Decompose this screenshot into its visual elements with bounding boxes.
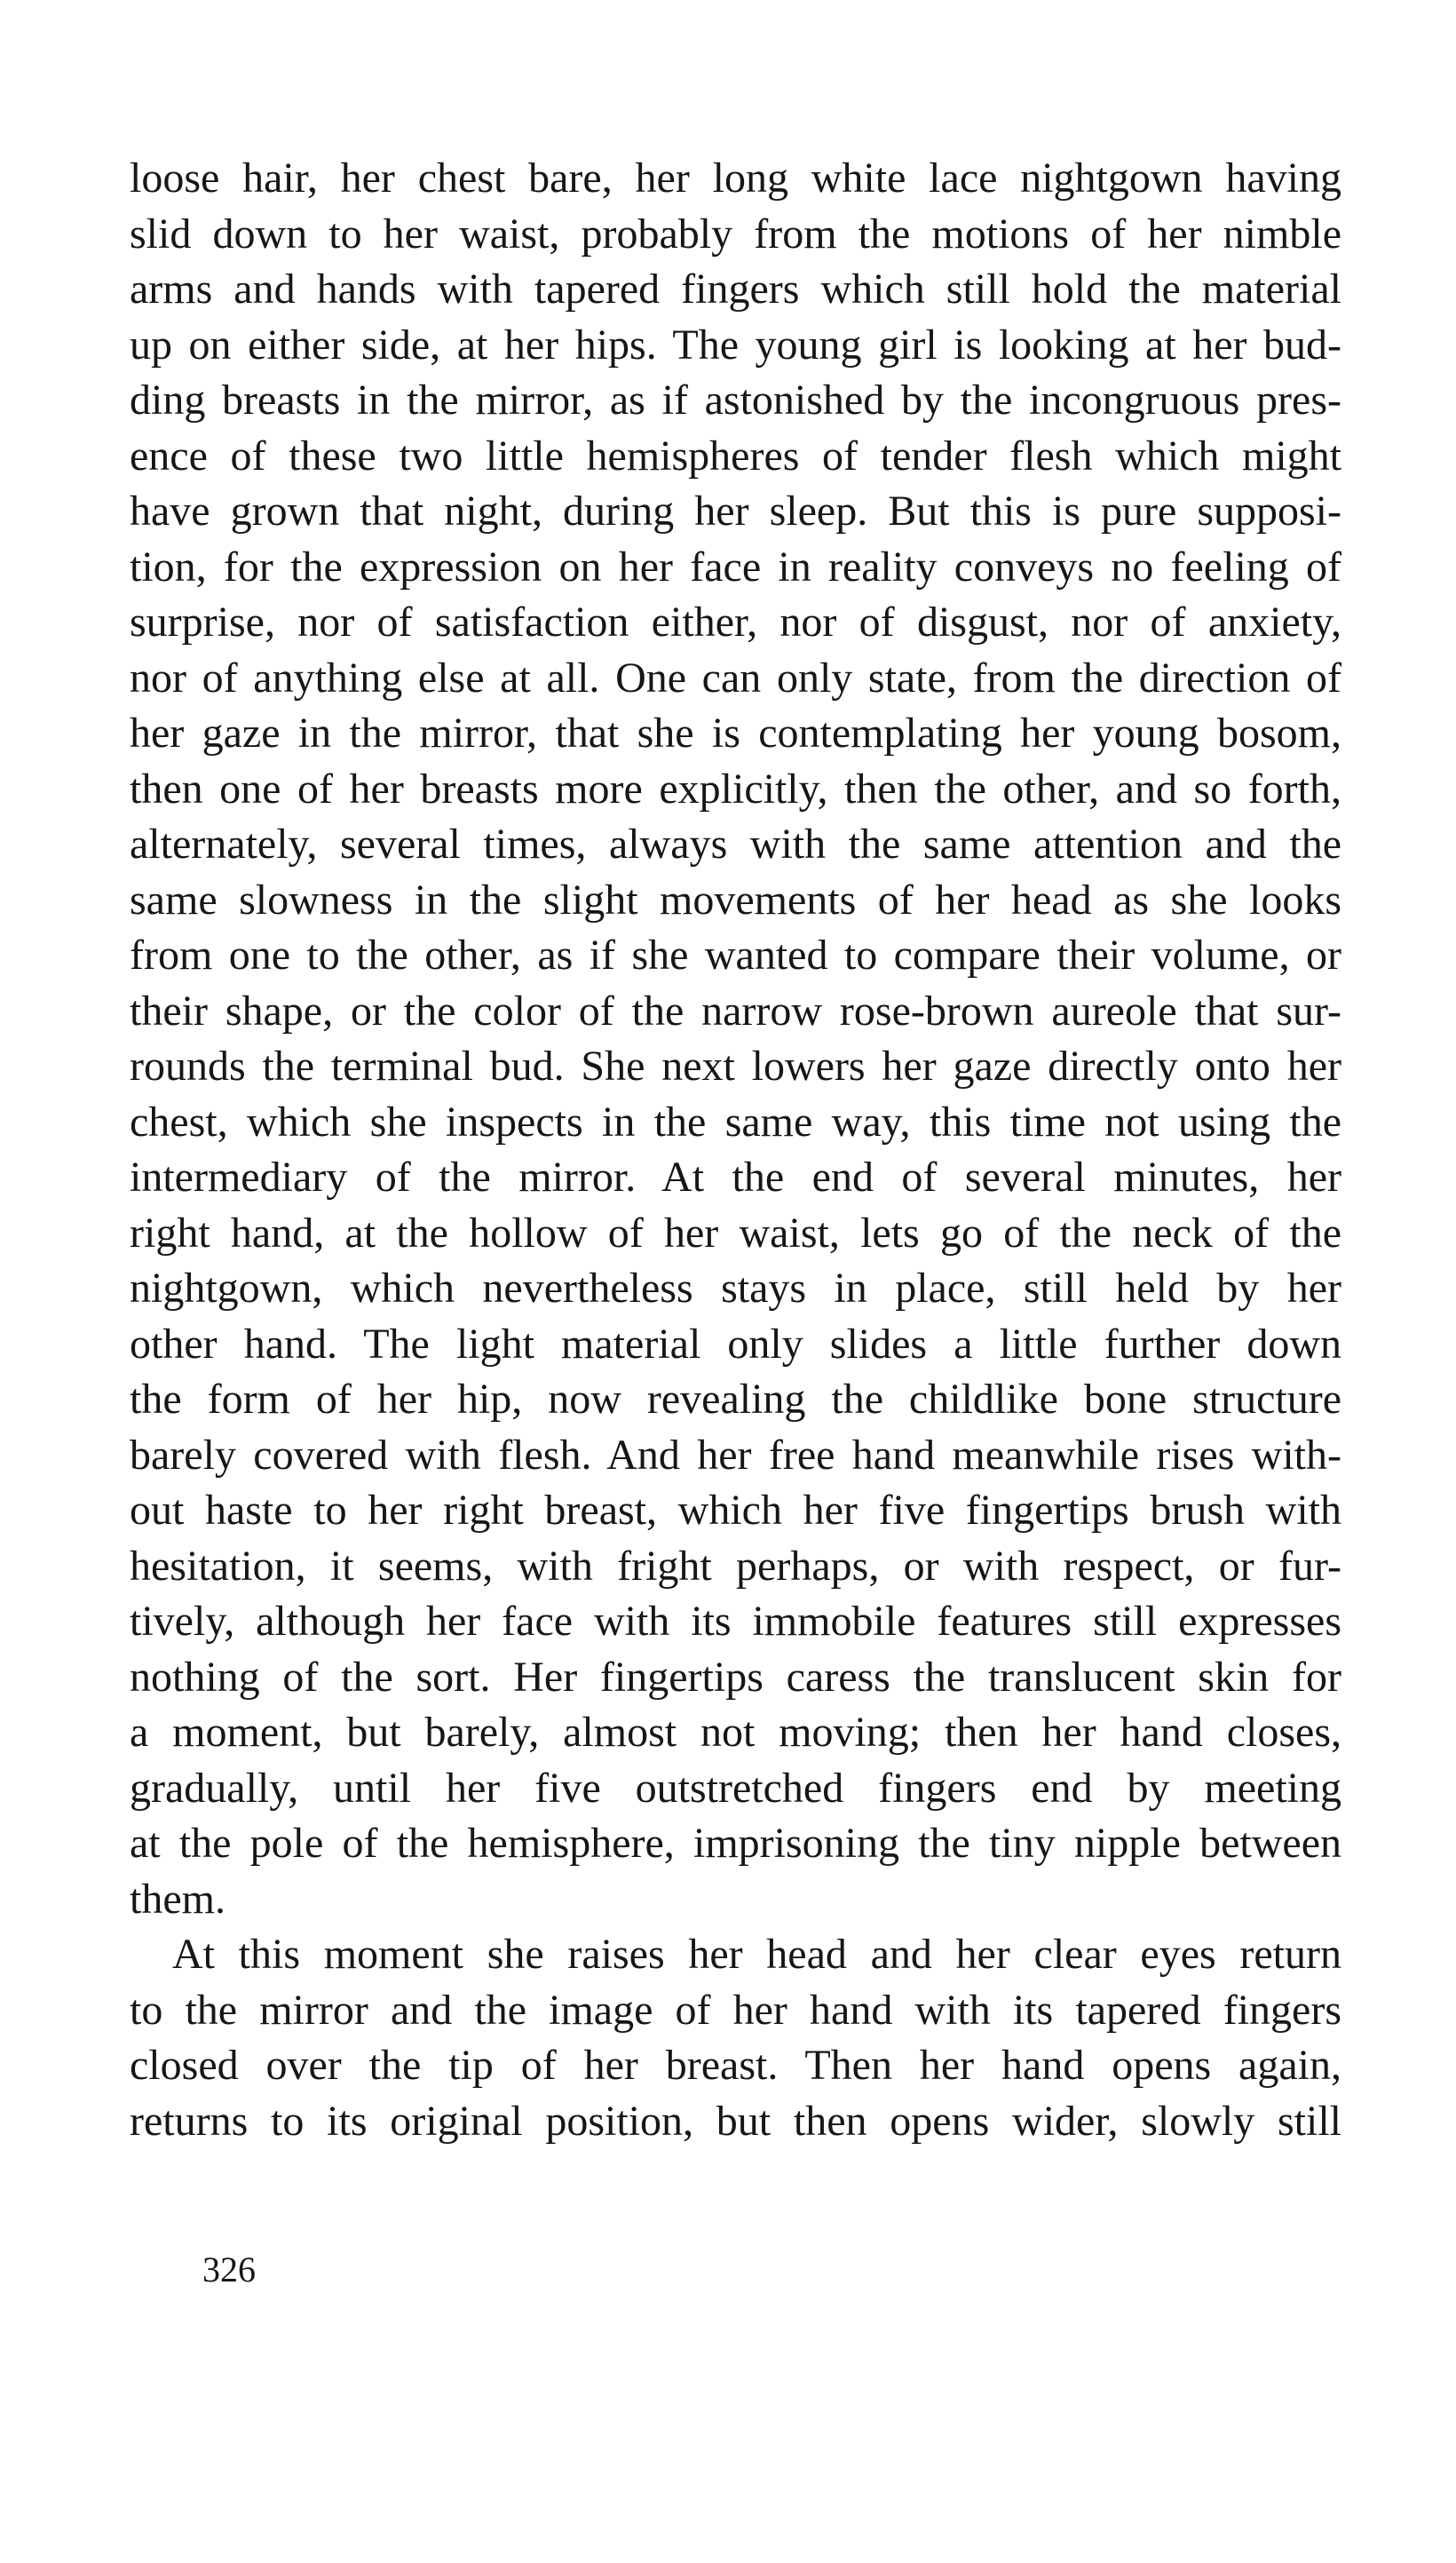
- text-line: hesitation, it seems, with fright perhaps, or with respect, or fur-: [130, 1542, 1341, 1590]
- text-line: her gaze in the mirror, that she is contemplating her young bosom,: [130, 710, 1341, 757]
- text-line: barely covered with flesh. And her free hand meanwhile rises with-: [130, 1431, 1341, 1479]
- text-line: At this moment she raises her head and her clear eyes return: [172, 1931, 1341, 1978]
- text-line: a moment, but barely, almost not moving; then her hand closes,: [130, 1709, 1341, 1756]
- text-line: nightgown, which nevertheless stays in place, still held by her: [130, 1265, 1341, 1312]
- text-line: same slowness in the slight movements of her head as she looks: [130, 876, 1341, 924]
- text-line: their shape, or the color of the narrow rose-brown aureole that sur-: [130, 987, 1341, 1035]
- text-line: the form of her hip, now revealing the childlike bone structure: [130, 1376, 1341, 1423]
- text-line: nor of anything else at all. One can only state, from the direction of: [130, 654, 1341, 702]
- text-line: other hand. The light material only slides a little further down: [130, 1320, 1341, 1368]
- text-line: them.: [130, 1875, 226, 1923]
- text-line: up on either side, at her hips. The young girl is looking at her bud-: [130, 321, 1341, 369]
- text-line: out haste to her right breast, which her five fingertips brush with: [130, 1487, 1341, 1534]
- text-line: tively, although her face with its immobile features still expresses: [130, 1598, 1341, 1645]
- text-line: gradually, until her five outstretched fingers end by meeting: [130, 1764, 1341, 1812]
- text-line: nothing of the sort. Her fingertips caress the translucent skin for: [130, 1653, 1341, 1701]
- text-line: at the pole of the hemisphere, imprisoning the tiny nipple between: [130, 1820, 1341, 1867]
- text-line: tion, for the expression on her face in reality conveys no feeling of: [130, 543, 1341, 591]
- text-line: slid down to her waist, probably from the motions of her nimble: [130, 210, 1341, 258]
- text-line: closed over the tip of her breast. Then her hand opens again,: [130, 2042, 1341, 2089]
- text-line: have grown that night, during her sleep. But this is pure supposi-: [130, 488, 1341, 535]
- text-line: from one to the other, as if she wanted to compare their volume, or: [130, 932, 1341, 979]
- paragraph: [130, 1927, 1341, 2149]
- text-line: intermediary of the mirror. At the end of several minutes, her: [130, 1154, 1341, 1201]
- text-line: loose hair, her chest bare, her long white lace nightgown having: [130, 155, 1341, 202]
- text-line: right hand, at the hollow of her waist, lets go of the neck of the: [130, 1209, 1341, 1257]
- text-line: alternately, several times, always with the same attention and the: [130, 821, 1341, 868]
- text-line: then one of her breasts more explicitly, then the other, and so forth,: [130, 765, 1341, 813]
- text-line: chest, which she inspects in the same way, this time not using the: [130, 1098, 1341, 1146]
- text-line: to the mirror and the image of her hand with its tapered fingers: [130, 1986, 1341, 2034]
- text-line: rounds the terminal bud. She next lowers her gaze directly onto her: [130, 1043, 1341, 1090]
- text-line: surprise, nor of satisfaction either, nor of disgust, nor of anxiety,: [130, 599, 1341, 646]
- book-page-text: [130, 151, 1341, 2149]
- page-number: 326: [202, 2250, 256, 2289]
- text-line: ence of these two little hemispheres of tender flesh which might: [130, 432, 1341, 480]
- text-line: ding breasts in the mirror, as if astonished by the incongruous pres-: [130, 377, 1341, 424]
- paragraph: [130, 151, 1341, 1927]
- text-line: arms and hands with tapered fingers which still hold the material: [130, 266, 1341, 313]
- text-line: returns to its original position, but then opens wider, slowly still: [130, 2097, 1341, 2145]
